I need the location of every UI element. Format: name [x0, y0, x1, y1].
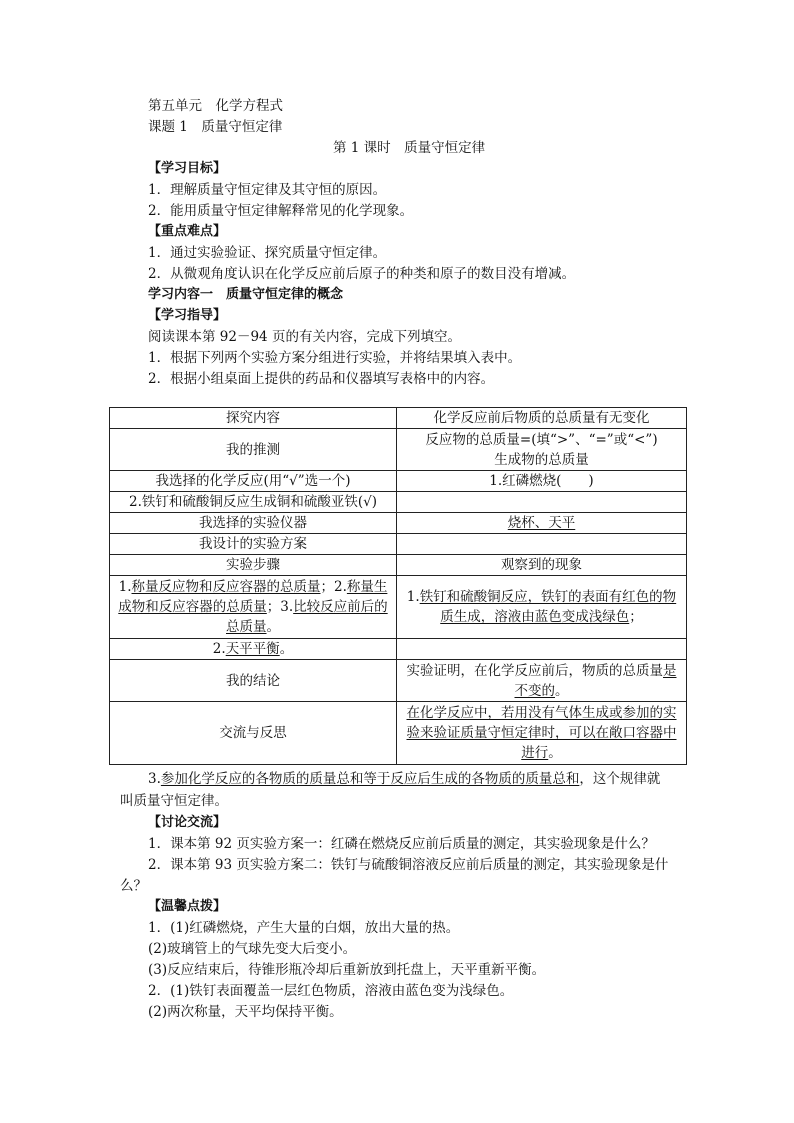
- key-point-item: 1．通过实验验证、探究质量守恒定律。: [148, 245, 387, 261]
- reflect-label: 交流与反思: [110, 702, 397, 765]
- guess-line: 生成物的总质量: [494, 451, 589, 468]
- key-points-heading: 【重点难点】: [148, 224, 227, 239]
- key-point-item: 2．从微观角度认识在化学反应前后原子的种类和原子的数目没有增减。: [148, 266, 576, 282]
- guess-line: 反应物的总质量=(填“>”、“=”或“<”): [425, 431, 658, 448]
- tip-item: (2)两次称量，天平均保持平衡。: [148, 1004, 343, 1020]
- steps-answer: 称量反应物和反应容器的总质量: [131, 579, 321, 595]
- conclusion-label: 我的结论: [110, 660, 397, 702]
- empty-cell: [397, 492, 687, 513]
- conclusion-answer: 是不变的: [514, 662, 677, 699]
- guess-label: 我的推测: [110, 429, 397, 471]
- reflect-cell: [397, 702, 687, 765]
- conclusion-cell: [397, 660, 687, 702]
- guide-heading: 【学习指导】: [148, 308, 227, 323]
- steps-header: 实验步骤: [110, 555, 397, 576]
- observation-answer: 铁钉和硫酸铜反应，铁钉的表面有红色的物质生成，溶液由蓝色变成浅绿色: [419, 589, 677, 625]
- discussion-question: 1．课本第 92 页实验方案一：红磷在燃烧反应前后质量的测定，其实验现象是什么？: [148, 836, 655, 852]
- law-answer: 参加化学反应的各物质的质量总和等于反应后生成的各物质的质量总和: [160, 771, 580, 787]
- law-statement-cont: 叫质量守恒定律。: [120, 793, 228, 809]
- goal-item: 2．能用质量守恒定律解释常见的化学现象。: [148, 203, 414, 219]
- law-text: ，这个规律就: [579, 771, 661, 787]
- law-text: 3.: [148, 771, 161, 787]
- table-header-question: 化学反应前后物质的总质量有无变化: [397, 408, 687, 429]
- steps-text: ；2.: [320, 579, 347, 595]
- instrument-answer: 烧杯、天平: [507, 515, 576, 531]
- observation-header: 观察到的现象: [397, 555, 687, 576]
- steps-text: ；3.: [266, 599, 294, 615]
- observation-text: 。: [279, 641, 294, 657]
- unit-title: 第五单元 化学方程式: [148, 98, 283, 114]
- choose-option-1: 1.红磷燃烧( ): [397, 471, 687, 492]
- plan-label: 我设计的实验方案: [110, 534, 397, 555]
- conclusion-text: 。: [555, 682, 569, 699]
- empty-cell: [397, 639, 687, 660]
- steps-answer: 称量生成物和反应容器的总质量: [118, 579, 388, 615]
- observation-answer: 天平平衡: [225, 641, 280, 657]
- lesson-title: 课题 1 质量守恒定律: [148, 119, 283, 135]
- tip-item: (2)玻璃管上的气球先变大后变小。: [148, 941, 357, 957]
- guide-item: 2．根据小组桌面上提供的药品和仪器填写表格中的内容。: [148, 371, 495, 387]
- observation-text: ；: [629, 609, 643, 625]
- law-statement: [148, 769, 660, 789]
- goal-item: 1．理解质量守恒定律及其守恒的原因。: [148, 182, 387, 198]
- guide-item: 阅读课本第 92－94 页的有关内容，完成下列填空。: [148, 329, 461, 345]
- conclusion-text: 实验证明，在化学反应前后，物质的总质量: [406, 662, 663, 679]
- period-title: 第 1 课时 质量守恒定律: [333, 140, 486, 156]
- steps-cell: [110, 576, 397, 639]
- tip-item: 1．(1)红磷燃烧，产生大量的白烟，放出大量的热。: [148, 920, 460, 936]
- choose-option-2: 2.铁钉和硫酸铜反应生成铜和硫酸亚铁(√): [110, 492, 397, 513]
- discussion-question: 2．课本第 93 页实验方案二：铁钉与硫酸铜溶液反应前后质量的测定，其实验现象是什: [148, 857, 669, 873]
- table-header-topic: 探究内容: [110, 408, 397, 429]
- empty-cell: [397, 534, 687, 555]
- goals-heading: 【学习目标】: [148, 161, 227, 176]
- reflect-text: 。: [548, 745, 562, 761]
- observation-cell: [397, 576, 687, 639]
- steps-text: 。: [266, 619, 280, 635]
- tip-item: (3)反应结束后，待锥形瓶冷却后重新放到托盘上，天平重新平衡。: [148, 962, 546, 978]
- observation-text: 2.: [212, 641, 226, 657]
- observation-text: 1.: [406, 589, 420, 605]
- steps-answer: 比较反应前后的总质量: [226, 599, 388, 635]
- instrument-value: [397, 513, 687, 534]
- discussion-heading: 【讨论交流】: [148, 815, 227, 830]
- reflect-answer: 在化学反应中，若用没有气体生成或参加的实验来验证质量守恒定律时，可以在敞口容器中进行: [406, 705, 677, 761]
- content-heading: 学习内容一 质量守恒定律的概念: [148, 287, 344, 302]
- tips-heading: 【温馨点拨】: [148, 899, 227, 914]
- steps-text: 1.: [118, 579, 132, 595]
- observation-2-cell: [110, 639, 397, 660]
- tip-item: 2．(1)铁钉表面覆盖一层红色物质，溶液由蓝色变为浅绿色。: [148, 983, 514, 999]
- choose-label: 我选择的化学反应(用“√”选一个): [110, 471, 397, 492]
- instrument-label: 我选择的实验仪器: [110, 513, 397, 534]
- guess-cell: [397, 429, 687, 471]
- experiment-table: [109, 407, 687, 765]
- guide-item: 1．根据下列两个实验方案分组进行实验，并将结果填入表中。: [148, 350, 522, 366]
- discussion-question-cont: 么？: [120, 878, 147, 894]
